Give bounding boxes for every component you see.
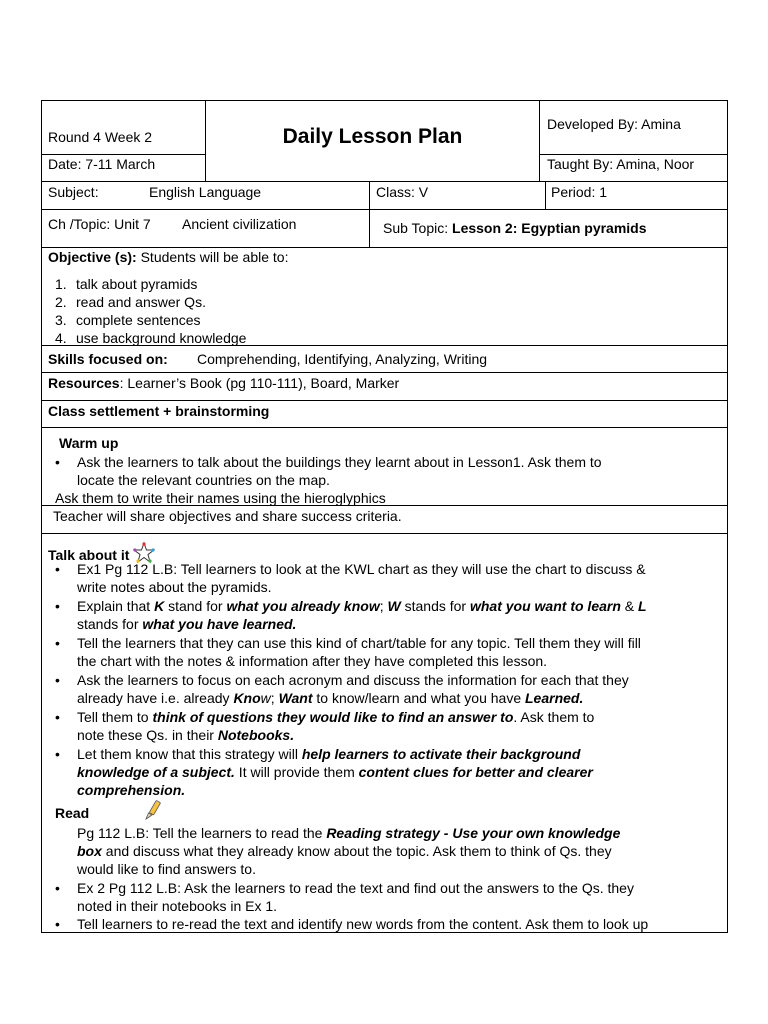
- row-divider: [41, 372, 728, 373]
- column-divider: [369, 181, 370, 247]
- warmup-note: Ask them to write their names using the hieroglyphics: [55, 490, 386, 506]
- column-divider: [545, 181, 546, 209]
- date-label: Date: 7-11 March: [48, 156, 156, 172]
- round-week-label: Round 4 Week 2: [48, 129, 153, 145]
- objectives-label: Objective (s):: [48, 249, 137, 265]
- subtopic-value: Lesson 2: Egyptian pyramids: [452, 220, 647, 236]
- subtopic-label: Sub Topic:: [383, 220, 453, 236]
- list-item: 4. use background knowledge: [55, 330, 247, 346]
- row-divider: [41, 209, 728, 210]
- developed-by-label: Developed By: Amina: [547, 116, 681, 132]
- list-item: • Ask the learners to focus on each acronym and discuss the information for each that they already have i.e. already Know; Want to know/learn and what you have Learned.: [41, 671, 721, 707]
- topic-value: Ancient civilization: [182, 216, 297, 232]
- list-item: • Tell learners to re-read the text and identify new words from the content. Ask them to look up: [41, 915, 721, 933]
- objectives-list: [41, 275, 721, 347]
- row-divider: [41, 181, 728, 182]
- pencil-icon: [142, 799, 164, 824]
- class-settlement-heading: Class settlement + brainstorming: [48, 403, 270, 419]
- list-item: • Tell the learners that they can use this kind of chart/table for any topic. Tell them they will fill the chart with the notes & information after they have completed this lesson.: [41, 634, 721, 670]
- resources-value: : Learner’s Book (pg 110-111), Board, Marker: [119, 375, 400, 391]
- column-divider: [539, 100, 540, 181]
- objectives-heading: [48, 248, 288, 266]
- subject-label: Subject:: [48, 184, 99, 200]
- topic-label: Ch /Topic: Unit 7: [48, 216, 151, 232]
- warmup-list: [41, 453, 721, 489]
- period-label: Period: 1: [551, 184, 608, 200]
- row-divider: [41, 533, 728, 534]
- taught-by-label: Taught By: Amina, Noor: [547, 156, 695, 172]
- list-item: • Ask the learners to talk about the buildings they learnt about in Lesson1. Ask them to locate the relevant countries on the map.: [41, 453, 721, 489]
- list-item: • Ex1 Pg 112 L.B: Tell learners to look at the KWL chart as they will use the chart to discuss & write notes about the pyramids.: [41, 560, 721, 596]
- row-divider: [41, 400, 728, 401]
- list-item: • Explain that K stand for what you already know; W stands for what you want to learn & L stands for what you have learned.: [41, 597, 721, 633]
- list-item: • Let them know that this strategy will help learners to activate their background knowledge of a subject. It will provide them content clues for better and clearer comprehension.: [41, 745, 721, 799]
- skills-label: Skills focused on:: [48, 351, 168, 367]
- list-item: • Ex 2 Pg 112 L.B: Ask the learners to read the text and find out the answers to the Qs. they noted in their notebooks in Ex 1.: [41, 879, 721, 915]
- read-heading: Read: [55, 805, 90, 821]
- objectives-intro: Students will be able to:: [136, 249, 289, 265]
- list-item: 2. read and answer Qs.: [55, 294, 206, 310]
- row-divider: [41, 427, 728, 428]
- subject-value: English Language: [149, 184, 262, 200]
- class-label: Class: V: [376, 184, 429, 200]
- read-list: [41, 879, 721, 933]
- skills-value: Comprehending, Identifying, Analyzing, Writing: [197, 351, 488, 367]
- read-paragraph: Pg 112 L.B: Tell the learners to read the Reading strategy - Use your own knowledge box and discuss what they already know about the topic. Ask them to think of Qs. they would like to find answers to.: [77, 825, 621, 877]
- resources-row: [48, 374, 399, 392]
- list-item: 3. complete sentences: [55, 312, 201, 328]
- objectives-share-note: Teacher will share objectives and share success criteria.: [53, 508, 402, 524]
- talk-list: [41, 560, 721, 799]
- resources-label: Resources: [48, 375, 120, 391]
- warmup-heading: Warm up: [59, 435, 119, 451]
- talk-heading: Talk about it: [48, 542, 155, 568]
- subtopic: [383, 219, 647, 237]
- list-item: 1. talk about pyramids: [55, 276, 198, 292]
- list-item: • Tell them to think of questions they would like to find an answer to. Ask them to note these Qs. in their Notebooks.: [41, 708, 721, 744]
- page-title: Daily Lesson Plan: [282, 125, 463, 148]
